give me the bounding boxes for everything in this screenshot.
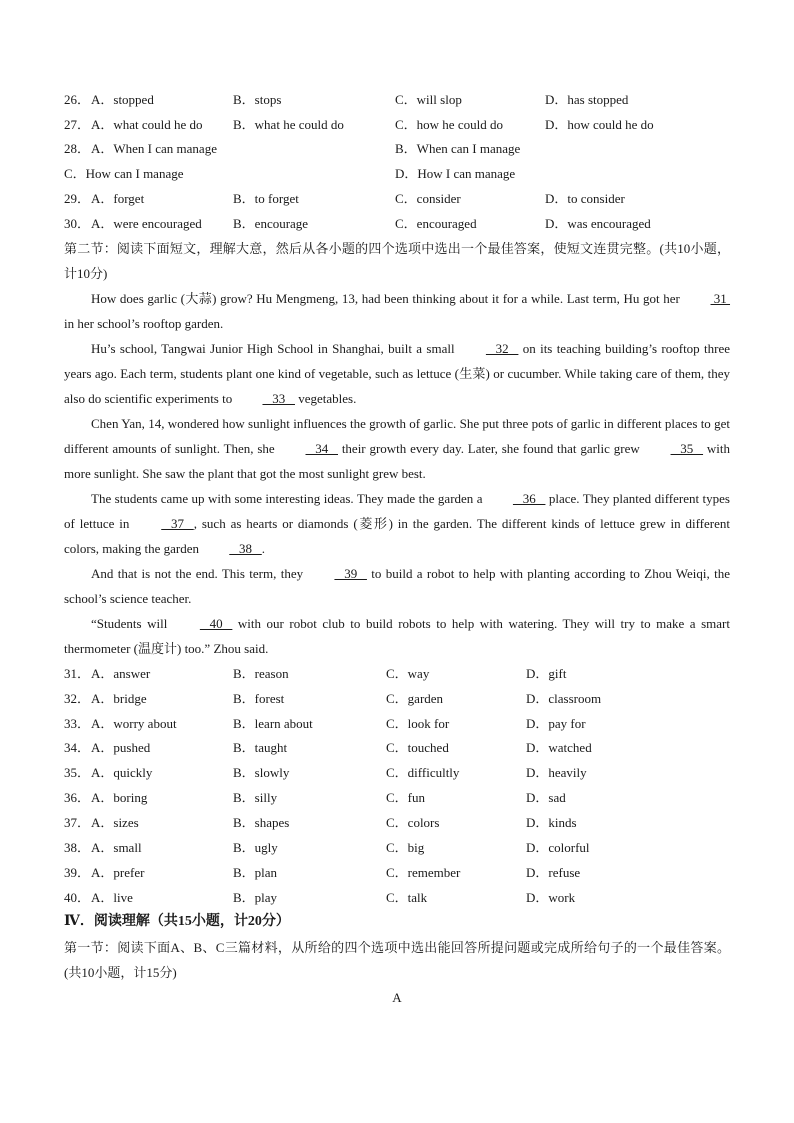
- option-d: D．How I can manage: [395, 166, 516, 181]
- option-c: C．will slop: [395, 92, 462, 107]
- blank-34: 34: [305, 441, 338, 456]
- passage-paragraph-4: The students came up with some interesting ideas. They made the garden a 36 place. They planted different types of lettuce in 37 , such as hearts or diamonds (菱形) in the garden. The different kinds of lettuce grew in different colors, making the garden 38 .: [64, 486, 730, 561]
- option-b: B．play: [233, 890, 278, 905]
- option-a: A．sizes: [91, 815, 139, 830]
- option-b: B．stops: [233, 92, 282, 107]
- option-d: D．work: [526, 890, 576, 905]
- option-a: A．When I can manage: [91, 141, 217, 156]
- option-d: D．sad: [526, 790, 566, 805]
- option-d: D．to consider: [545, 191, 625, 206]
- blank-35: 35: [670, 441, 704, 456]
- question-number: 37．: [64, 815, 91, 830]
- blank-38: 38: [229, 541, 262, 556]
- option-c: C．way: [386, 666, 430, 681]
- option-a: A．quickly: [91, 765, 153, 780]
- option-c: C．garden: [386, 691, 444, 706]
- option-c: C．touched: [386, 740, 449, 755]
- option-c: C．remember: [386, 865, 461, 880]
- question-number: 30．: [64, 216, 91, 231]
- question-number: 34．: [64, 740, 91, 755]
- option-d: D．watched: [526, 740, 592, 755]
- option-a: A．were encouraged: [91, 216, 202, 231]
- question-number: 36．: [64, 790, 91, 805]
- passage-paragraph-6: “Students will 40 with our robot club to build robots to help with watering. They will try to make a smart thermometer (温度计) too.” Zhou said.: [64, 611, 730, 661]
- passage-label: A: [392, 990, 402, 1005]
- part4-instruction: 第一节：阅读下面A、B、C三篇材料，从所给的四个选项中选出能回答所提问题或完成所给句子的一个最佳答案。(共10小题，计15分): [64, 940, 730, 980]
- blank-36: 36: [512, 491, 546, 506]
- option-d: D．was encouraged: [545, 216, 651, 231]
- option-c: C．look for: [386, 716, 450, 731]
- option-c: C．colors: [386, 815, 440, 830]
- option-b: B．learn about: [233, 716, 313, 731]
- option-d: D．gift: [526, 666, 567, 681]
- option-c: C．difficultly: [386, 765, 460, 780]
- option-b: B．slowly: [233, 765, 290, 780]
- question-34: [64, 738, 730, 758]
- question-number: 29．: [64, 191, 91, 206]
- option-a: A．small: [91, 840, 142, 855]
- question-38: [64, 838, 730, 858]
- question-number: 26．: [64, 92, 91, 107]
- question-29: [64, 189, 730, 209]
- question-28: [64, 139, 730, 159]
- question-30: [64, 214, 730, 234]
- option-b: B．what he could do: [233, 117, 344, 132]
- option-c: C．consider: [395, 191, 461, 206]
- question-number: 38．: [64, 840, 91, 855]
- option-c: C．fun: [386, 790, 426, 805]
- option-d: D．classroom: [526, 691, 602, 706]
- option-d: D．colorful: [526, 840, 590, 855]
- question-number: 33．: [64, 716, 91, 731]
- option-a: A．what could he do: [91, 117, 203, 132]
- option-a: A．pushed: [91, 740, 151, 755]
- passage-paragraph-2: Hu’s school, Tangwai Junior High School in Shanghai, built a small 32 on its teaching building’s rooftop three years ago. Each term, students plant one kind of vegetable, such as lettuce (生菜) or cucumber. While taking care of them, they also do scientific experiments to 33 vegetables.: [64, 336, 730, 411]
- question-39: [64, 863, 730, 883]
- blank-40: 40: [199, 616, 233, 631]
- question-number: 32．: [64, 691, 91, 706]
- option-c: C．encouraged: [395, 216, 477, 231]
- option-b: B．forest: [233, 691, 285, 706]
- section2-instruction: 第二节：阅读下面短文，理解大意，然后从各小题的四个选项中选出一个最佳答案，使短文连贯完整。(共10小题，计10分): [64, 241, 730, 281]
- option-b: B．ugly: [233, 840, 278, 855]
- option-a: A．prefer: [91, 865, 145, 880]
- option-c: C．talk: [386, 890, 428, 905]
- question-26: [64, 90, 730, 110]
- question-31: [64, 664, 730, 684]
- option-b: B．plan: [233, 865, 278, 880]
- option-d: D．heavily: [526, 765, 587, 780]
- question-number: 27．: [64, 117, 91, 132]
- option-d: D．pay for: [526, 716, 586, 731]
- question-32: [64, 689, 730, 709]
- passage-paragraph-5: And that is not the end. This term, they 39 to build a robot to help with planting according to Zhou Weiqi, the school’s science teacher.: [64, 561, 730, 611]
- blank-39: 39: [334, 566, 367, 581]
- question-36: [64, 788, 730, 808]
- question-number: 28．: [64, 141, 91, 156]
- passage-paragraph-1: How does garlic (大蒜) grow? Hu Mengmeng, 13, had been thinking about it for a while. Last term, Hu got her 31 in her school’s rooftop garden.: [64, 286, 730, 336]
- blank-32: 32: [485, 341, 519, 356]
- option-c: C．How can I manage: [64, 166, 184, 181]
- option-a: A．live: [91, 890, 133, 905]
- option-a: A．worry about: [91, 716, 177, 731]
- question-number: 35．: [64, 765, 91, 780]
- option-d: D．kinds: [526, 815, 577, 830]
- question-number: 39．: [64, 865, 91, 880]
- passage-paragraph-3: Chen Yan, 14, wondered how sunlight influences the growth of garlic. She put three pots of garlic in different places to get different amounts of sunlight. Then, she 34 their growth every day. Later, she found that garlic grew 35 with more sunlight. She saw the plant that got the most sunlight grew best.: [64, 416, 730, 481]
- question-37: [64, 813, 730, 833]
- question-33: [64, 714, 730, 734]
- option-b: B．When can I manage: [395, 141, 521, 156]
- option-b: B．taught: [233, 740, 288, 755]
- option-d: D．has stopped: [545, 92, 629, 107]
- option-b: B．shapes: [233, 815, 290, 830]
- blank-31: 31: [710, 291, 731, 306]
- option-a: A．stopped: [91, 92, 154, 107]
- question-number: 40．: [64, 890, 91, 905]
- option-c: C．big: [386, 840, 425, 855]
- option-d: D．refuse: [526, 865, 581, 880]
- part4-heading: Ⅳ．阅读理解（共15小题，计20分）: [64, 914, 290, 929]
- option-a: A．answer: [91, 666, 151, 681]
- question-40: [64, 888, 730, 908]
- blank-33: 33: [262, 391, 295, 406]
- option-b: B．encourage: [233, 216, 309, 231]
- option-b: B．reason: [233, 666, 289, 681]
- question-number: 31．: [64, 666, 91, 681]
- option-c: C．how he could do: [395, 117, 503, 132]
- option-a: A．bridge: [91, 691, 147, 706]
- option-d: D．how could he do: [545, 117, 654, 132]
- blank-37: 37: [161, 516, 194, 531]
- option-a: A．forget: [91, 191, 145, 206]
- question-27: [64, 115, 730, 135]
- option-b: B．silly: [233, 790, 278, 805]
- option-b: B．to forget: [233, 191, 299, 206]
- option-a: A．boring: [91, 790, 148, 805]
- question-35: [64, 763, 730, 783]
- question-28-cont: [64, 164, 730, 184]
